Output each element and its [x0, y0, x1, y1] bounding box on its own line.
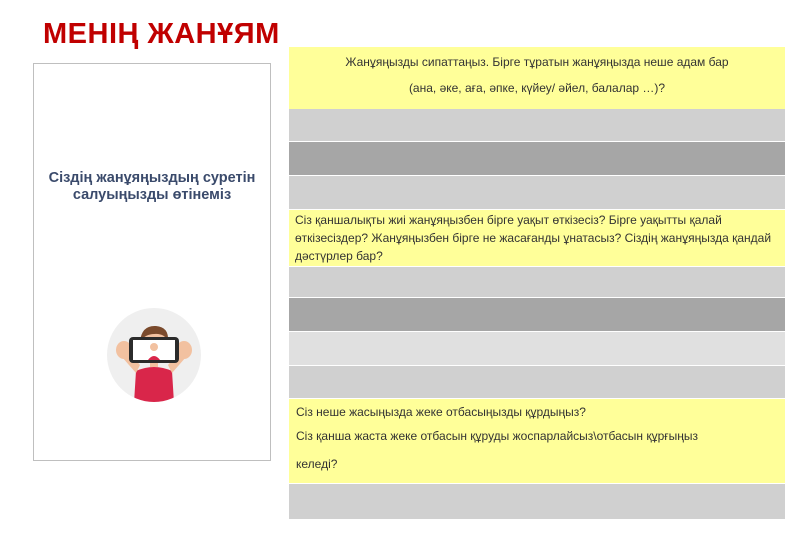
question-1-line-1: Жанұяңызды сипаттаңыз. Бірге тұратын жанұяңызда неше адам бар — [345, 55, 729, 69]
answer-row-1c[interactable] — [289, 176, 785, 209]
answer-row-2b[interactable] — [289, 298, 785, 331]
question-3-line-2: Сіз қанша жаста жеке отбасын құруды жоспарлайсыз\отбасын құрғыңыз — [296, 429, 699, 443]
answer-row-2d[interactable] — [289, 366, 785, 398]
question-row-1 — [289, 47, 785, 109]
question-1-line-2: (ана, әке, аға, әпке, күйеу/ әйел, балалар …)? — [408, 81, 666, 95]
answer-row-2c[interactable] — [289, 332, 785, 365]
family-photo-box[interactable] — [33, 63, 271, 461]
question-3-line-3: келеді? — [296, 457, 338, 471]
photo-prompt: Сіздің жанұяңыздың суретін салуыңызды өтінеміз — [48, 170, 256, 203]
answer-row-1a[interactable] — [289, 109, 785, 141]
answer-row-1b[interactable] — [289, 142, 785, 175]
answer-row-2a[interactable] — [289, 267, 785, 297]
question-3-line-1: Сіз неше жасыңызда жеке отбасыңызды құрдыңыз? — [296, 405, 586, 419]
question-row-3 — [289, 399, 785, 483]
answer-row-3a[interactable] — [289, 484, 785, 519]
question-row-2: Сіз қаншалықты жиі жанұяңызбен бірге уақыт өткізесіз? Бірге уақытты қалай өткізесіздер? Жанұяңызбен бірге не жасағанды ұнатасыз? Сіздің жанұяңызда қандай дәстүрлер бар? — [289, 210, 785, 266]
questionnaire-table — [289, 47, 785, 519]
selfie-person-icon — [106, 307, 202, 403]
page-title: МЕНІҢ ЖАНҰЯМ — [43, 18, 280, 50]
